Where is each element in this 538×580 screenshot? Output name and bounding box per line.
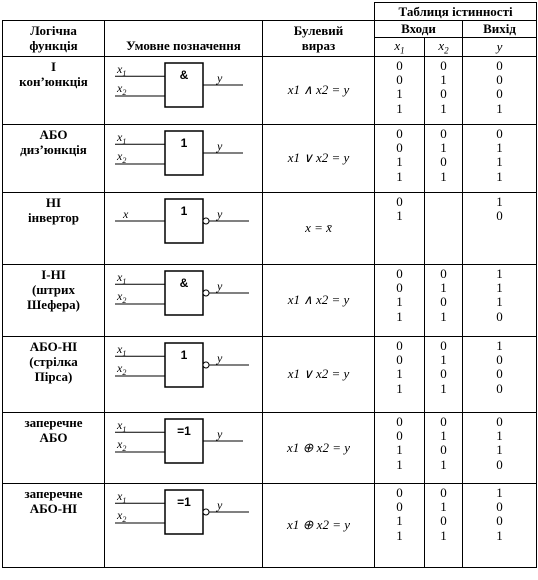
logic-gate-diagram — [109, 413, 259, 480]
output-label: y — [216, 350, 222, 365]
truth-value: 1 — [396, 294, 403, 310]
truth-value: 0 — [496, 57, 503, 73]
truth-column-y — [463, 483, 537, 567]
function-name-line: АБО — [39, 126, 68, 142]
truth-value: 0 — [496, 456, 503, 472]
truth-value: 0 — [396, 351, 403, 367]
truth-value: 0 — [396, 427, 403, 443]
truth-value: 0 — [396, 125, 403, 141]
boolean-expression: x1 ∨ x2 = y — [263, 336, 375, 412]
gate-label: & — [179, 67, 188, 82]
output-label: y — [216, 278, 222, 293]
truth-value: 1 — [496, 168, 503, 184]
truth-column-x1 — [375, 192, 425, 264]
output-label: y — [216, 138, 222, 153]
truth-column-x2 — [425, 124, 463, 192]
boolean-expression: x = x̄ — [263, 192, 375, 264]
truth-value: 0 — [440, 125, 447, 141]
function-name-line: І — [50, 58, 57, 74]
logic-gate-diagram — [109, 484, 259, 564]
truth-column-x1 — [375, 264, 425, 336]
input-label: $x_2$ — [116, 148, 126, 165]
function-name-line: Шефера) — [26, 296, 81, 312]
function-name — [3, 124, 105, 192]
function-header-line2: функція — [29, 38, 78, 54]
truth-value: 1 — [496, 193, 503, 209]
truth-value: 0 — [396, 71, 403, 87]
truth-value: 0 — [496, 308, 503, 324]
function-name — [3, 192, 105, 264]
truth-value: 0 — [440, 57, 447, 73]
boolean-expression: x1 ∨ x2 = y — [263, 124, 375, 192]
truth-column-y — [463, 56, 537, 124]
input-label: $x_1$ — [116, 341, 126, 358]
input-label: $x_2$ — [116, 507, 126, 524]
truth-value: 0 — [396, 193, 403, 209]
expression-header-line1: Булевий — [293, 23, 344, 39]
gate-label: =1 — [176, 423, 191, 438]
function-name-line: АБО — [39, 429, 68, 445]
truth-column-x2 — [425, 264, 463, 336]
output-label: y — [216, 206, 222, 221]
expression-column-header — [263, 21, 375, 57]
function-name — [3, 264, 105, 336]
truth-value: 1 — [440, 308, 447, 324]
truth-value: 1 — [496, 527, 503, 543]
truth-value: 0 — [396, 484, 403, 500]
function-name — [3, 483, 105, 567]
truth-value: 0 — [496, 380, 503, 396]
truth-value: 1 — [396, 100, 403, 116]
boolean-expression: x1 ⊕ x2 = y — [263, 483, 375, 567]
y-header: y — [463, 38, 537, 57]
truth-column-y — [463, 412, 537, 483]
truth-value: 0 — [496, 71, 503, 87]
boolean-expression: x1 ⊕ x2 = y — [263, 412, 375, 483]
inversion-bubble — [203, 509, 209, 515]
gate-label: 1 — [180, 203, 187, 218]
table-row — [3, 336, 537, 412]
truth-value: 1 — [496, 279, 503, 295]
truth-value: 1 — [440, 456, 447, 472]
inputs-header: Входи — [375, 21, 463, 38]
function-name-line: (штрих — [31, 281, 76, 297]
truth-column-x1 — [375, 56, 425, 124]
output-label: y — [216, 497, 222, 512]
function-name-line: І-НІ — [41, 266, 66, 282]
input-label: $x_2$ — [116, 288, 126, 305]
truth-value: 1 — [396, 308, 403, 324]
function-name-line: (стрілка — [29, 353, 78, 369]
truth-value: 0 — [440, 294, 447, 310]
truth-value: 0 — [496, 366, 503, 382]
truth-value: 0 — [496, 413, 503, 429]
truth-value: 0 — [440, 366, 447, 382]
truth-value: 0 — [440, 513, 447, 529]
function-name-line: АБО-НІ — [29, 500, 78, 516]
gate-symbol-cell — [105, 124, 263, 192]
gate-symbol-cell — [105, 412, 263, 483]
truth-column-y — [463, 192, 537, 264]
truth-value: 0 — [440, 154, 447, 170]
expression-header-line2: вираз — [301, 38, 336, 54]
truth-column-x1 — [375, 412, 425, 483]
truth-value: 1 — [440, 71, 447, 87]
truth-value: 0 — [496, 351, 503, 367]
gate-label: 1 — [180, 135, 187, 150]
gate-symbol-cell — [105, 264, 263, 336]
truth-value: 0 — [496, 125, 503, 141]
input-label: $x_1$ — [116, 129, 126, 146]
gate-symbol-cell — [105, 56, 263, 124]
logic-gate-diagram — [109, 193, 259, 261]
truth-value: 0 — [396, 139, 403, 155]
truth-value: 0 — [440, 337, 447, 353]
truth-value: 1 — [396, 207, 403, 223]
truth-column-x2 — [425, 483, 463, 567]
truth-column-y — [463, 336, 537, 412]
function-name-line: диз’юнкція — [20, 141, 87, 157]
truth-value: 1 — [496, 294, 503, 310]
table-row — [3, 483, 537, 567]
truth-value: 1 — [496, 100, 503, 116]
truth-value: 0 — [396, 337, 403, 353]
truth-column-y — [463, 264, 537, 336]
function-name — [3, 336, 105, 412]
output-label: y — [216, 426, 222, 441]
header-blank — [3, 3, 375, 21]
truth-value: 1 — [396, 513, 403, 529]
x1-header: $x_1$ — [375, 38, 425, 57]
function-name-line: АБО-НІ — [29, 338, 78, 354]
truth-value: 1 — [440, 427, 447, 443]
inversion-bubble — [203, 362, 209, 368]
truth-value: 1 — [496, 427, 503, 443]
gate-label: & — [179, 275, 188, 290]
table-row — [3, 264, 537, 336]
input-label: $x_2$ — [116, 436, 126, 453]
truth-value: 0 — [496, 207, 503, 223]
boolean-expression: x1 ∧ x2 = y — [263, 264, 375, 336]
input-label: x — [122, 206, 128, 221]
truth-column-x2 — [425, 56, 463, 124]
truth-value: 0 — [396, 57, 403, 73]
table-row — [3, 56, 537, 124]
function-name-line: заперечне — [24, 414, 83, 430]
function-name-line: заперечне — [24, 485, 83, 501]
truth-value: 0 — [396, 265, 403, 281]
input-label: $x_1$ — [116, 488, 126, 505]
logic-gate-diagram — [109, 57, 259, 121]
inversion-bubble — [203, 290, 209, 296]
truth-value: 1 — [440, 139, 447, 155]
truth-value: 1 — [496, 139, 503, 155]
truth-column-x1 — [375, 483, 425, 567]
truth-value: 1 — [496, 265, 503, 281]
gate-symbol-cell — [105, 336, 263, 412]
output-label: y — [216, 70, 222, 85]
truth-column-x2 — [425, 192, 463, 264]
truth-value: 1 — [396, 154, 403, 170]
truth-value: 1 — [440, 168, 447, 184]
symbol-column-header: Умовне позначення — [105, 21, 263, 57]
input-label: $x_1$ — [116, 417, 126, 434]
truth-value: 0 — [396, 498, 403, 514]
truth-value: 1 — [396, 380, 403, 396]
truth-value: 1 — [496, 484, 503, 500]
input-label: $x_2$ — [116, 360, 126, 377]
truth-value: 0 — [440, 484, 447, 500]
gate-label: =1 — [176, 494, 191, 509]
truth-value: 0 — [396, 279, 403, 295]
table-row — [3, 124, 537, 192]
truth-value: 1 — [396, 527, 403, 543]
function-name-line: НІ — [45, 194, 62, 210]
function-name-line: Пірса) — [34, 368, 73, 384]
function-name — [3, 56, 105, 124]
truth-value: 0 — [440, 86, 447, 102]
truth-value: 1 — [440, 380, 447, 396]
truth-value: 1 — [396, 86, 403, 102]
gate-symbol-cell — [105, 483, 263, 567]
truth-value: 1 — [496, 337, 503, 353]
truth-column-x2 — [425, 336, 463, 412]
truth-value: 1 — [440, 527, 447, 543]
logic-gate-diagram — [109, 337, 259, 409]
truth-value: 1 — [440, 498, 447, 514]
truth-value: 1 — [396, 442, 403, 458]
table-row — [3, 412, 537, 483]
truth-value: 1 — [440, 351, 447, 367]
logic-functions-table — [2, 2, 537, 568]
truth-value: 1 — [396, 456, 403, 472]
truth-value: 1 — [396, 366, 403, 382]
inversion-bubble — [203, 218, 209, 224]
truth-value: 0 — [440, 413, 447, 429]
truth-column-x2 — [425, 412, 463, 483]
function-name — [3, 412, 105, 483]
truth-value: 1 — [496, 442, 503, 458]
truth-column-x1 — [375, 336, 425, 412]
truth-value: 1 — [496, 154, 503, 170]
output-header: Вихід — [463, 21, 537, 38]
truth-value: 0 — [396, 413, 403, 429]
truth-column-y — [463, 124, 537, 192]
truth-column-x1 — [375, 124, 425, 192]
truth-value: 0 — [496, 498, 503, 514]
logic-gate-diagram — [109, 125, 259, 189]
function-column-header — [3, 21, 105, 57]
truth-value: 1 — [440, 279, 447, 295]
boolean-expression: x1 ∧ x2 = y — [263, 56, 375, 124]
truth-value: 0 — [496, 513, 503, 529]
gate-label: 1 — [180, 347, 187, 362]
input-label: $x_2$ — [116, 80, 126, 97]
function-name-line: інвертор — [28, 209, 79, 225]
truth-value: 1 — [396, 168, 403, 184]
truth-table-header: Таблиця істинності — [375, 3, 537, 21]
truth-value: 0 — [496, 86, 503, 102]
function-header-line1: Логічна — [30, 23, 77, 39]
x2-header: $x_2$ — [425, 38, 463, 57]
input-label: $x_1$ — [116, 269, 126, 286]
gate-symbol-cell — [105, 192, 263, 264]
truth-value: 0 — [440, 265, 447, 281]
truth-value: 0 — [440, 442, 447, 458]
function-name-line: кон’юнкція — [19, 73, 88, 89]
table-row — [3, 192, 537, 264]
truth-value: 1 — [440, 100, 447, 116]
logic-gate-diagram — [109, 265, 259, 333]
input-label: $x_1$ — [116, 61, 126, 78]
